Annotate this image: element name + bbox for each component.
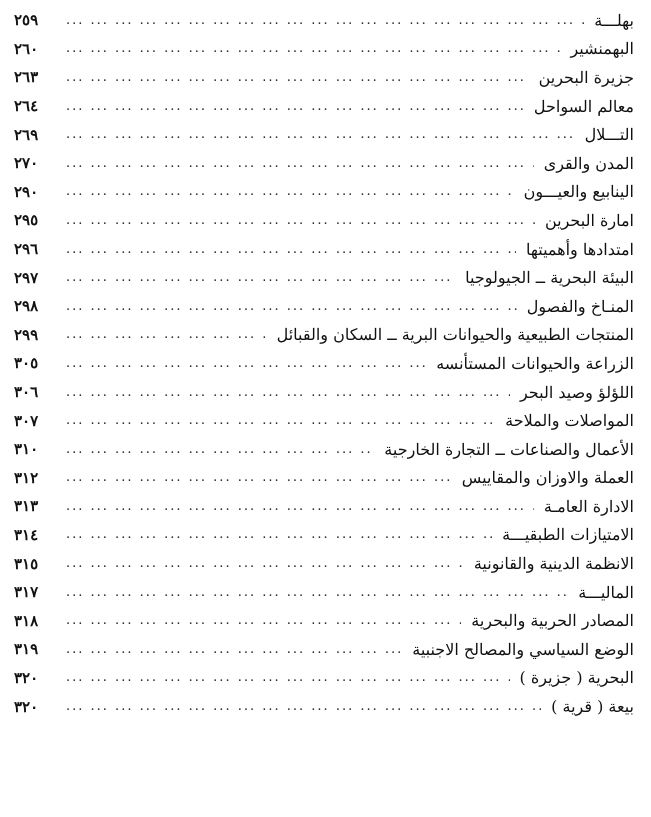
dot-leader <box>66 99 524 114</box>
toc-page-number: ٢٥٩ <box>14 11 39 30</box>
toc-row <box>12 492 638 521</box>
toc-row <box>12 178 638 207</box>
dot-leader <box>66 670 510 685</box>
toc-entry-title: بهلـــة <box>594 10 634 30</box>
toc-entry-title: العملة والاوزان والمقاييس <box>461 468 634 488</box>
toc-page-number: ٣١٧ <box>14 583 39 602</box>
toc-page-number: ٢٩٦ <box>14 240 39 259</box>
toc-entry-title: المصادر الحربية والبحرية <box>471 611 634 631</box>
toc-entry-title: المدن والقرى <box>543 153 634 173</box>
toc-entry-title: المنتجات الطبيعية والحيوانات البرية ــ السكان والقبائل <box>276 325 634 345</box>
toc-row <box>12 521 638 550</box>
dot-leader <box>66 699 541 714</box>
dot-leader <box>66 585 568 600</box>
dot-leader <box>66 413 495 428</box>
toc-page-number: ٢٩٩ <box>14 325 39 344</box>
dot-leader <box>66 442 374 457</box>
toc-page-number: ٣١٩ <box>14 640 39 659</box>
toc-row <box>12 378 638 407</box>
toc-row <box>12 63 638 92</box>
toc-page-number: ٢٦٠ <box>14 39 39 58</box>
toc-page-number: ٣١٣ <box>14 497 39 516</box>
dot-leader <box>66 613 461 628</box>
dot-leader <box>66 127 575 142</box>
toc-entry-title: المنـاخ والفصول <box>526 296 634 316</box>
toc-row <box>12 149 638 178</box>
toc-page-number: ٣٠٧ <box>14 411 39 430</box>
dot-leader <box>66 213 535 228</box>
dot-leader <box>66 270 455 285</box>
toc-entry-title: بيعة ( قرية ) <box>551 697 634 717</box>
toc-row <box>12 292 638 321</box>
dot-leader <box>66 556 464 571</box>
dot-leader <box>66 642 402 657</box>
dot-leader <box>66 499 534 514</box>
toc-entry-title: الينابيع والعيـــون <box>523 182 634 202</box>
toc-row <box>12 6 638 35</box>
toc-row <box>12 349 638 378</box>
toc-page-number: ٣٠٥ <box>14 354 39 373</box>
toc-row <box>12 120 638 149</box>
toc-entry-title: الزراعة والحيوانات المستأنسه <box>436 353 634 373</box>
toc-page-number: ٢٩٨ <box>14 297 39 316</box>
toc-row <box>12 578 638 607</box>
toc-entry-title: البحرية ( جزيرة ) <box>519 668 634 688</box>
toc-page-number: ٢٦٩ <box>14 125 39 144</box>
toc-page-number: ٣٢٠ <box>14 697 39 716</box>
toc-page-number: ٣١٤ <box>14 525 39 544</box>
toc-page-number: ٣٢٠ <box>14 668 39 687</box>
toc-row <box>12 206 638 235</box>
dot-leader <box>66 385 510 400</box>
dot-leader <box>66 41 560 56</box>
toc-page-number: ٣١٢ <box>14 468 39 487</box>
toc-row <box>12 635 638 664</box>
toc-row <box>12 263 638 292</box>
toc-page-number: ٢٧٠ <box>14 154 39 173</box>
toc-entry-title: الادارة العامـة <box>543 496 634 516</box>
toc-page-number: ٢٩٧ <box>14 268 39 287</box>
dot-leader <box>66 327 267 342</box>
toc-row <box>12 464 638 493</box>
toc-entry-title: الماليـــة <box>578 582 634 602</box>
toc-entry-title: البيئة البحرية ــ الجيولوجيا <box>465 268 634 288</box>
toc-entry-title: اللؤلؤ وصيد البحر <box>519 382 634 402</box>
toc-row <box>12 435 638 464</box>
dot-leader <box>66 70 529 85</box>
toc-entry-title: الأعمال والصناعات ــ التجارة الخارجية <box>384 439 634 459</box>
toc-entry-title: الانظمة الدينية والقانونية <box>473 554 634 574</box>
toc-entry-title: الوضع السياسي والمصالح الاجنبية <box>412 639 634 659</box>
toc-row <box>12 549 638 578</box>
toc-row <box>12 235 638 264</box>
toc-entry-title: المواصلات والملاحة <box>505 411 634 431</box>
table-of-contents <box>12 6 638 721</box>
toc-page-number: ٣١٥ <box>14 554 39 573</box>
toc-page-number: ٣٠٦ <box>14 383 39 402</box>
toc-row <box>12 606 638 635</box>
toc-page-number: ٢٦٣ <box>14 68 39 87</box>
dot-leader <box>66 184 514 199</box>
toc-entry-title: البهمنشير <box>570 39 634 59</box>
dot-leader <box>66 356 426 371</box>
dot-leader <box>66 470 452 485</box>
toc-row <box>12 321 638 350</box>
toc-row <box>12 692 638 721</box>
toc-row <box>12 664 638 693</box>
dot-leader <box>66 527 492 542</box>
toc-entry-title: امتدادها وأهميتها <box>526 239 634 259</box>
toc-page-number: ٣١٨ <box>14 611 39 630</box>
dot-leader <box>66 299 517 314</box>
toc-entry-title: معالم السواحل <box>533 96 634 116</box>
toc-page-number: ٢٩٥ <box>14 211 39 230</box>
toc-row <box>12 35 638 64</box>
dot-leader <box>66 13 584 28</box>
dot-leader <box>66 156 534 171</box>
toc-entry-title: جزيرة البحرين <box>538 67 634 87</box>
toc-entry-title: الامتيازات الطبقيـــة <box>502 525 634 545</box>
dot-leader <box>66 242 516 257</box>
toc-page-number: ٣١٠ <box>14 440 39 459</box>
toc-row <box>12 92 638 121</box>
toc-entry-title: التـــلال <box>584 125 634 145</box>
toc-page-number: ٢٦٤ <box>14 97 39 116</box>
toc-page-number: ٢٩٠ <box>14 182 39 201</box>
toc-entry-title: امارة البحرين <box>544 210 634 230</box>
toc-row <box>12 406 638 435</box>
